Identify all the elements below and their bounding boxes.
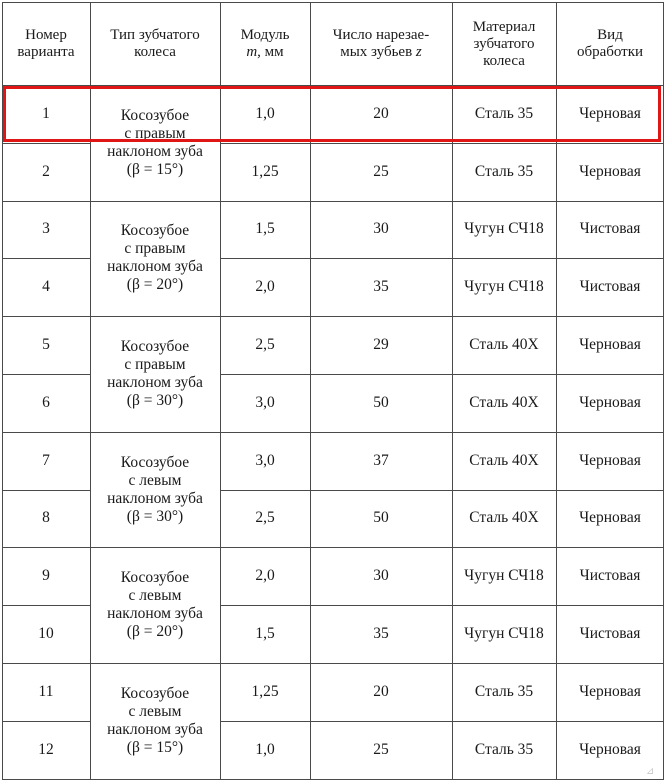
cell-processing: Чистовая bbox=[579, 625, 641, 643]
cell-module: 1,5 bbox=[255, 220, 275, 238]
row-divider bbox=[220, 605, 664, 606]
cell-variant-number: 8 bbox=[42, 509, 50, 527]
header-variant: Номер варианта bbox=[17, 27, 75, 60]
cell-teeth-count: 20 bbox=[373, 104, 389, 122]
cell-gear-type: Косозубое с левым наклоном зуба (β = 15°) bbox=[107, 684, 203, 756]
row-divider bbox=[2, 374, 90, 375]
row-divider bbox=[220, 258, 664, 259]
cell-module: 2,5 bbox=[255, 509, 275, 527]
row-divider bbox=[220, 374, 664, 375]
cell-variant-number: 7 bbox=[42, 451, 50, 469]
cell-teeth-count: 30 bbox=[373, 567, 389, 585]
cell-teeth-count: 25 bbox=[373, 740, 389, 758]
cell-processing: Черновая bbox=[579, 104, 641, 122]
cell-material: Сталь 35 bbox=[474, 162, 534, 180]
corner-mark-icon: ⊿ bbox=[646, 766, 655, 777]
cell-processing: Черновая bbox=[579, 336, 641, 354]
cell-processing: Черновая bbox=[579, 393, 641, 411]
cell-module: 1,25 bbox=[251, 162, 279, 180]
cell-gear-type: Косозубое с правым наклоном зуба (β = 20°) bbox=[107, 222, 203, 294]
cell-module: 1,5 bbox=[255, 625, 275, 643]
cell-teeth-count: 35 bbox=[373, 625, 389, 643]
cell-variant-number: 10 bbox=[38, 625, 54, 643]
cell-processing: Черновая bbox=[579, 682, 641, 700]
cell-teeth-count: 35 bbox=[373, 278, 389, 296]
row-divider bbox=[2, 663, 664, 664]
cell-material: Чугун СЧ18 bbox=[464, 220, 544, 238]
cell-material: Чугун СЧ18 bbox=[464, 625, 544, 643]
header-gear-type: Тип зубчатого колеса bbox=[110, 27, 200, 60]
cell-variant-number: 11 bbox=[38, 682, 54, 700]
cell-variant-number: 2 bbox=[42, 162, 50, 180]
cell-teeth-count: 30 bbox=[373, 220, 389, 238]
cell-variant-number: 9 bbox=[42, 567, 50, 585]
cell-variant-number: 12 bbox=[38, 740, 54, 758]
cell-material: Сталь 35 bbox=[474, 740, 534, 758]
cell-teeth-count: 20 bbox=[373, 682, 389, 700]
header-teeth-count: Число нарезае- мых зубьев z bbox=[332, 27, 430, 60]
cell-gear-type: Косозубое с левым наклоном зуба (β = 30°) bbox=[107, 453, 203, 525]
row-divider bbox=[220, 490, 664, 491]
cell-module: 2,5 bbox=[255, 336, 275, 354]
row-divider bbox=[220, 721, 664, 722]
cell-teeth-count: 50 bbox=[373, 393, 389, 411]
cell-processing: Черновая bbox=[579, 162, 641, 180]
row-divider bbox=[2, 432, 664, 433]
cell-module: 1,0 bbox=[255, 740, 275, 758]
cell-teeth-count: 37 bbox=[373, 451, 389, 469]
cell-material: Сталь 35 bbox=[474, 682, 534, 700]
cell-processing: Черновая bbox=[579, 451, 641, 469]
header-material: Материал зубчатого колеса bbox=[472, 18, 536, 69]
row-divider bbox=[2, 605, 90, 606]
cell-gear-type: Косозубое с левым наклоном зуба (β = 20°) bbox=[107, 569, 203, 641]
cell-gear-type: Косозубое с правым наклоном зуба (β = 15°) bbox=[107, 106, 203, 178]
cell-module: 2,0 bbox=[255, 278, 275, 296]
cell-module: 1,0 bbox=[255, 104, 275, 122]
cell-gear-type: Косозубое с правым наклоном зуба (β = 30°) bbox=[107, 337, 203, 409]
header-module: Модуль m, мм bbox=[240, 27, 290, 60]
row-divider bbox=[2, 316, 664, 317]
cell-teeth-count: 50 bbox=[373, 509, 389, 527]
column-divider bbox=[663, 3, 664, 779]
cell-material: Сталь 40Х bbox=[469, 393, 539, 411]
cell-variant-number: 5 bbox=[42, 336, 50, 354]
row-divider bbox=[2, 721, 90, 722]
cell-variant-number: 1 bbox=[42, 104, 50, 122]
row-divider bbox=[2, 547, 664, 548]
row-divider bbox=[220, 143, 664, 144]
cell-teeth-count: 29 bbox=[373, 336, 389, 354]
row-divider bbox=[2, 258, 90, 259]
cell-module: 3,0 bbox=[255, 393, 275, 411]
row-divider bbox=[2, 143, 90, 144]
row-divider bbox=[2, 490, 90, 491]
cell-material: Сталь 40Х bbox=[469, 509, 539, 527]
cell-material: Сталь 40Х bbox=[469, 336, 539, 354]
cell-module: 2,0 bbox=[255, 567, 275, 585]
cell-material: Чугун СЧ18 bbox=[464, 567, 544, 585]
cell-variant-number: 6 bbox=[42, 393, 50, 411]
cell-material: Сталь 40Х bbox=[469, 451, 539, 469]
row-1-highlight-box bbox=[3, 86, 661, 142]
cell-processing: Чистовая bbox=[579, 220, 641, 238]
cell-material: Чугун СЧ18 bbox=[464, 278, 544, 296]
cell-variant-number: 4 bbox=[42, 278, 50, 296]
row-divider bbox=[2, 201, 664, 202]
cell-material: Сталь 35 bbox=[474, 104, 534, 122]
header-processing: Вид обработки bbox=[576, 27, 644, 60]
cell-module: 3,0 bbox=[255, 451, 275, 469]
cell-processing: Черновая bbox=[579, 740, 641, 758]
cell-teeth-count: 25 bbox=[373, 162, 389, 180]
cell-variant-number: 3 bbox=[42, 220, 50, 238]
cell-module: 1,25 bbox=[251, 682, 279, 700]
cell-processing: Черновая bbox=[579, 509, 641, 527]
cell-processing: Чистовая bbox=[579, 278, 641, 296]
cell-processing: Чистовая bbox=[579, 567, 641, 585]
